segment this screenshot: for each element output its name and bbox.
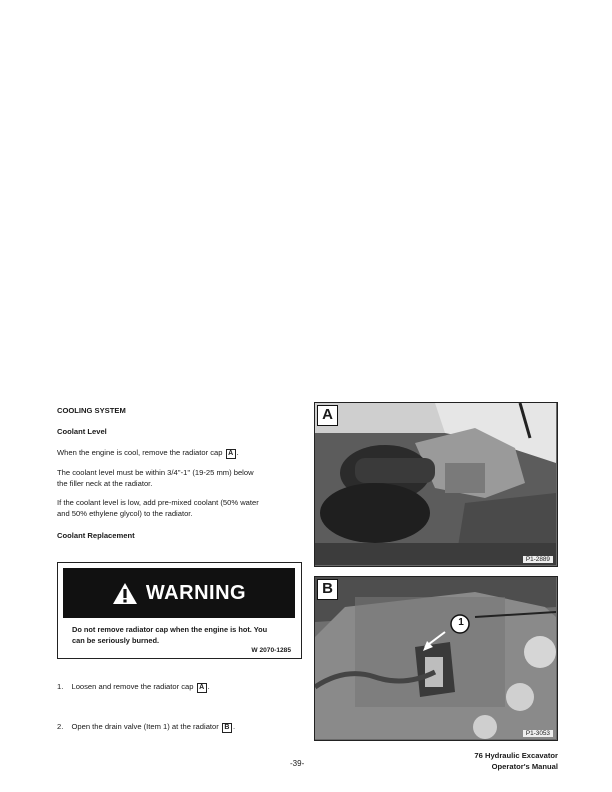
manual-title — [474, 750, 558, 772]
callout-number: 1 — [458, 617, 464, 628]
paragraph-line: The coolant level must be within 3/4''-1'' (19-25 mm) below — [57, 468, 254, 477]
paragraph-line: the filler neck at the radiator. — [57, 479, 153, 488]
page-number: -39- — [290, 759, 305, 768]
coolant-replacement-heading: Coolant Replacement — [57, 531, 135, 540]
reference-box-b: B — [222, 723, 232, 733]
photo-b-image — [315, 577, 556, 739]
paragraph-text: When the engine is cool, remove the radiator cap — [57, 448, 223, 457]
step-number: 1. — [57, 682, 64, 691]
step-end: . — [232, 722, 236, 731]
reference-box-a: A — [197, 683, 207, 693]
step-number: 2. — [57, 722, 64, 731]
step-end: . — [207, 682, 210, 691]
warning-banner — [63, 568, 295, 618]
coolant-level-paragraph-3 — [57, 497, 259, 519]
reference-box-a: A — [226, 449, 236, 459]
photo-label: B — [317, 579, 338, 600]
photo-a — [314, 402, 558, 567]
warning-code: W 2070-1285 — [251, 647, 291, 654]
warning-line: Do not remove radiator cap when the engine is hot. You — [72, 625, 268, 634]
paragraph-end: . — [236, 448, 239, 457]
paragraph-line: If the coolant level is low, add pre-mixed coolant (50% water — [57, 498, 259, 507]
coolant-level-heading: Coolant Level — [57, 427, 107, 436]
step-text: Loosen and remove the radiator cap — [71, 682, 194, 691]
photo-b — [314, 576, 558, 741]
manual-line: 76 Hydraulic Excavator — [474, 751, 558, 760]
photo-code: P1-3053 — [523, 730, 553, 737]
warning-title: WARNING — [145, 581, 247, 604]
step-2 — [57, 721, 235, 733]
manual-line: Operator's Manual — [491, 762, 558, 771]
step-text: Open the drain valve (Item 1) at the radiator — [71, 722, 219, 731]
photo-code: P1-2889 — [523, 556, 553, 563]
step-1 — [57, 681, 210, 693]
warning-triangle-icon — [112, 582, 138, 605]
section-title: COOLING SYSTEM — [57, 406, 126, 415]
photo-label: A — [317, 405, 338, 426]
coolant-level-paragraph-2 — [57, 467, 254, 489]
warning-line: can be seriously burned. — [72, 636, 160, 645]
warning-message — [72, 624, 294, 646]
photo-a-image — [315, 403, 556, 565]
coolant-level-paragraph-1 — [57, 447, 239, 459]
warning-box — [57, 562, 302, 659]
paragraph-line: and 50% ethylene glycol) to the radiator. — [57, 509, 193, 518]
